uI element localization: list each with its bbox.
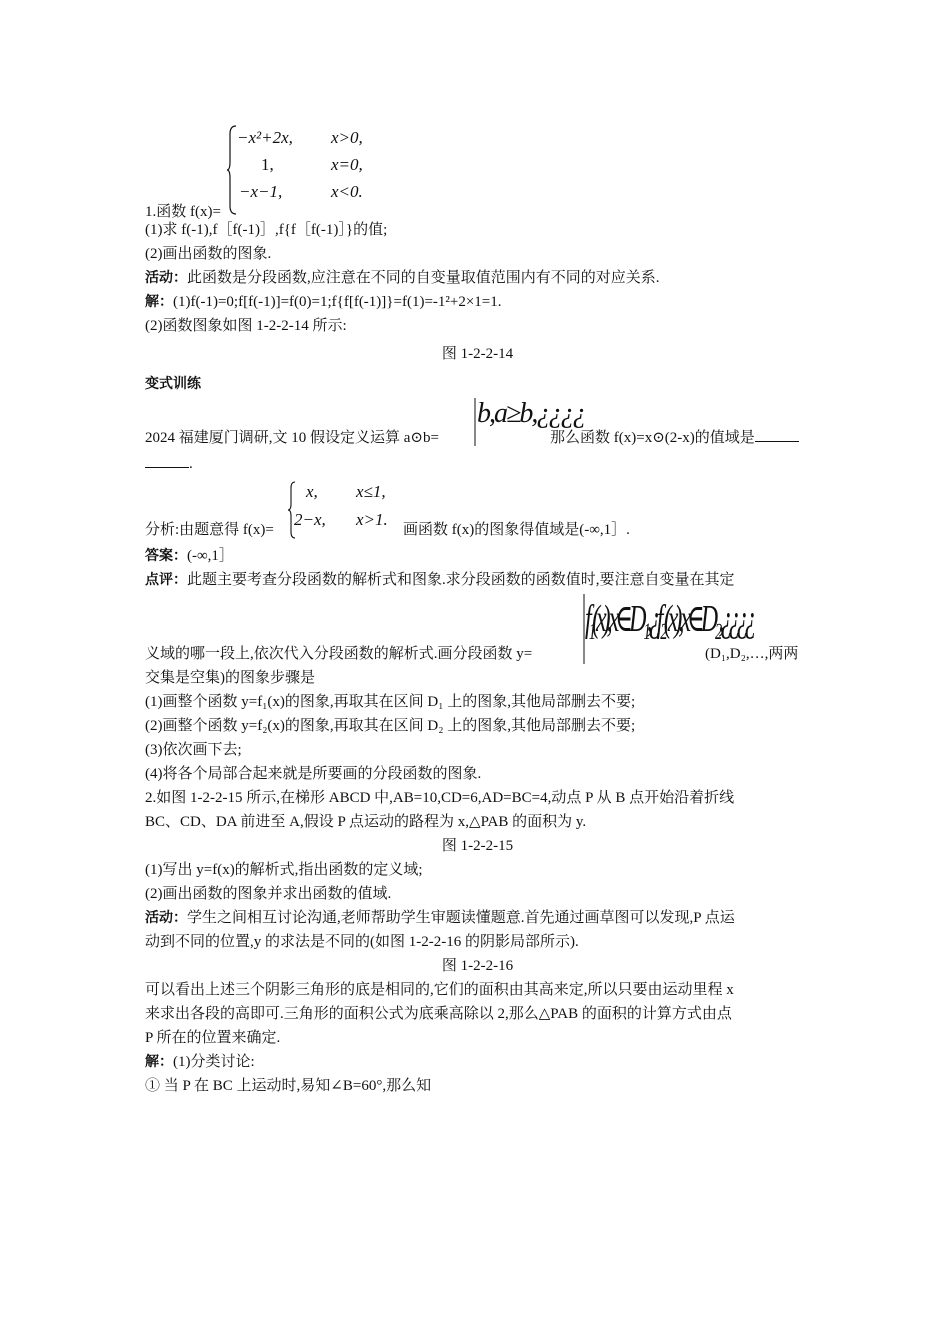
activity-label: 活动： bbox=[145, 910, 187, 926]
analysis-case2-cond: x>1. bbox=[356, 510, 388, 529]
activity-label: 活动： bbox=[145, 270, 187, 286]
step-1: (1)画整个函数 y=f₁(x)的图象,再取其在区间 D₁ 上的图象,其他局部删去不要; bbox=[145, 694, 636, 710]
solution-label: 解： bbox=[145, 294, 173, 310]
comment-text-1: 此题主要考查分段函数的解析式和图象.求分段函数的函数值时,要注意自变量在其定 bbox=[187, 572, 735, 588]
variant-end-text: . bbox=[189, 456, 193, 472]
answer-text: (-∞,1］ bbox=[187, 548, 234, 564]
q1-case3-expr: −x−1, bbox=[239, 182, 283, 201]
q2-para-1: 可以看出上述三个阴影三角形的底是相同的,它们的面积由其高来定,所以只要由运动里程 x bbox=[145, 982, 734, 998]
analysis-piecewise bbox=[288, 480, 408, 540]
step-4: (4)将各个局部合起来就是所要画的分段函数的图象. bbox=[145, 766, 482, 782]
variant-question-prefix: 2024 福建厦门调研,文 10 假设定义运算 a⊙b= bbox=[145, 430, 439, 446]
variant-heading: 变式训练 bbox=[145, 376, 201, 392]
q2-stem-2: BC、CD、DA 前进至 A,假设 P 点运动的路程为 x,△PAB 的面积为 y. bbox=[145, 814, 587, 830]
document-page bbox=[145, 118, 810, 1098]
q2-para-3: P 所在的位置来确定. bbox=[145, 1030, 281, 1046]
q1-activity bbox=[145, 266, 810, 290]
variant-analysis bbox=[145, 480, 810, 542]
q1-prefix: 1.函数 f(x)= bbox=[145, 204, 221, 220]
q1-case3-cond: x<0. bbox=[331, 182, 363, 201]
q1-part1: (1)求 f(-1),f［f(-1)］,f{f［f(-1)］}的值; bbox=[145, 222, 388, 238]
q1-case2-cond: x=0, bbox=[331, 155, 363, 174]
q2-para-2: 来求出各段的高即可.三角形的面积公式为底乘高除以 2,那么△PAB 的面积的计算方式由点 bbox=[145, 1006, 732, 1022]
answer-blank bbox=[755, 427, 799, 442]
q2-part2: (2)画出函数的图象并求出函数的值域. bbox=[145, 886, 392, 902]
solution-text: (1)f(-1)=0;f[f(-1)]=f(0)=1;f{f[f(-1)]}=f(1)=-1²+2×1=1. bbox=[173, 294, 502, 310]
step-2: (2)画整个函数 y=f₂(x)的图象,再取其在区间 D₂ 上的图象,其他局部删去不要; bbox=[145, 718, 636, 734]
variant-suffix-text: 那么函数 f(x)=x⊙(2-x)的值域是 bbox=[550, 430, 755, 446]
answer-label: 答案： bbox=[145, 548, 187, 564]
answer-blank-cont bbox=[145, 453, 189, 468]
q1-solution bbox=[145, 290, 810, 314]
q2-solution bbox=[145, 1050, 810, 1074]
analysis-case1-expr: x, bbox=[306, 482, 318, 501]
q2-activity-2: 动到不同的位置,y 的求法是不同的(如图 1-2-2-16 的阴影局部所示). bbox=[145, 934, 579, 950]
q1-solution-part2: (2)函数图象如图 1-2-2-14 所示: bbox=[145, 318, 347, 334]
comment-text-2: 义域的哪一段上,依次代入分段函数的解析式.画分段函数 y= bbox=[145, 646, 533, 662]
activity-text-1: 学生之间相互讨论沟通,老师帮助学生审题读懂题意.首先通过画草图可以发现,P 点运 bbox=[187, 910, 735, 926]
analysis-case2-expr: 2−x, bbox=[294, 510, 326, 529]
analysis-suffix: 画函数 f(x)的图象得值域是(-∞,1］. bbox=[403, 522, 630, 538]
comment-text-4: 交集是空集)的图象步骤是 bbox=[145, 670, 315, 686]
q1-piecewise bbox=[227, 124, 397, 216]
variant-comment bbox=[145, 568, 810, 592]
left-brace-icon bbox=[227, 124, 237, 216]
step-3: (3)依次画下去; bbox=[145, 742, 242, 758]
variant-formula: b,a≥b,¿¿¿¿ bbox=[477, 398, 585, 429]
comment-text-3: (D₁,D₂,…,两两 bbox=[705, 646, 799, 662]
q1-case1-expr: −x²+2x, bbox=[237, 128, 293, 147]
activity-text: 此函数是分段函数,应注意在不同的自变量取值范围内有不同的对应关系. bbox=[187, 270, 660, 286]
comment-formula-line bbox=[145, 592, 810, 666]
figure-caption-14: 图 1-2-2-14 bbox=[441, 346, 514, 362]
q1-statement bbox=[145, 118, 810, 218]
solution-label: 解： bbox=[145, 1054, 173, 1070]
q2-activity bbox=[145, 906, 810, 930]
q2-part1: (1)写出 y=f(x)的解析式,指出函数的定义域; bbox=[145, 862, 423, 878]
figure-caption-15: 图 1-2-2-15 bbox=[441, 838, 514, 854]
q2-stem-1: 2.如图 1-2-2-15 所示,在梯形 ABCD 中,AB=10,CD=6,AD=BC=4,动点 P 从 B 点开始沿着折线 bbox=[145, 790, 735, 806]
q1-case1-cond: x>0, bbox=[331, 128, 363, 147]
comment-label: 点评： bbox=[145, 572, 187, 588]
analysis-prefix: 分析:由题意得 f(x)= bbox=[145, 522, 274, 538]
variant-question-end bbox=[145, 452, 810, 476]
comment-formula: f₁(x),x∈D₁,¿f₂(x),x∈D₂,¿¿¿¿ bbox=[585, 599, 753, 641]
q2-case-1: ① 当 P 在 BC 上运动时,易知∠B=60°,那么知 bbox=[145, 1078, 432, 1094]
analysis-case1-cond: x≤1, bbox=[356, 482, 386, 501]
variant-question bbox=[145, 398, 810, 452]
figure-caption-16: 图 1-2-2-16 bbox=[441, 958, 514, 974]
variant-answer bbox=[145, 544, 810, 568]
variant-question-suffix bbox=[550, 426, 799, 447]
q1-part2: (2)画出函数的图象. bbox=[145, 246, 272, 262]
q1-case2-expr: 1, bbox=[261, 155, 274, 174]
solution-text: (1)分类讨论: bbox=[173, 1054, 255, 1070]
